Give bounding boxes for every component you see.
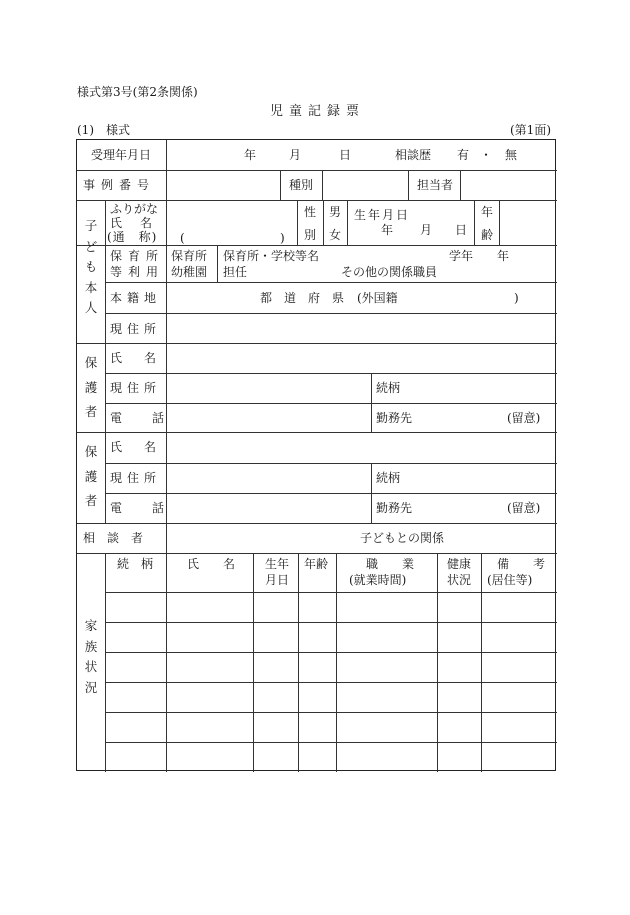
form-number: 様式第3号(第2条関係) [77, 85, 198, 99]
sex-male: 男 [329, 205, 342, 219]
row-line [77, 200, 557, 201]
col-line [297, 200, 298, 245]
foreign-paren-close: ) [514, 291, 519, 305]
child-address-label: 現住所 [110, 322, 162, 336]
col-line [460, 170, 461, 200]
col-line [323, 200, 324, 245]
col-line [217, 245, 218, 282]
col-line [481, 553, 482, 772]
guardian-2-note-label: (留意) [507, 501, 541, 515]
nursery-label-1: 保育所 [110, 249, 165, 263]
guardian-2-address-label: 現住所 [110, 471, 162, 485]
guardian-1-workplace-label: 勤務先 [376, 411, 413, 425]
family-col-age: 年齢 [304, 557, 329, 571]
guardian-2-group-label: 保 護 者 [84, 444, 98, 508]
consulter-label: 相 談 者 [83, 531, 144, 545]
row-line [105, 373, 557, 374]
col-line [347, 200, 348, 245]
history-no: 無 [505, 148, 518, 162]
school-name-label: 保育所・学校等名 [223, 249, 320, 263]
reception-day: 日 [339, 148, 352, 162]
family-col-health-2: 状況 [447, 573, 472, 587]
nursery-kind-1: 保育所 [171, 249, 208, 263]
guardian-2-phone-label: 電 話 [110, 501, 167, 515]
other-staff-label: その他の関係職員 [341, 265, 438, 279]
reception-date-label: 受理年月日 [91, 148, 152, 162]
history-separator: ・ [480, 148, 493, 162]
row-line [105, 493, 557, 494]
reception-year: 年 [244, 148, 257, 162]
staff-label: 担当者 [417, 178, 454, 192]
family-col-job-hours: (就業時間) [349, 573, 407, 587]
case-number-label: 事例番号 [83, 178, 156, 192]
row-line [105, 313, 557, 314]
col-line [437, 553, 438, 772]
row-line [105, 403, 557, 404]
row-line [105, 652, 557, 653]
guardian-1-group-label: 保 護 者 [84, 355, 98, 419]
nursery-kind-2: 幼稚園 [171, 265, 208, 279]
row-line [105, 712, 557, 713]
row-line [77, 553, 557, 554]
col-line [253, 553, 254, 772]
col-line [336, 553, 337, 772]
guardian-1-name-label: 氏 名 [110, 351, 162, 365]
child-alias-label: (通 称) [107, 230, 158, 244]
row-line [77, 245, 557, 246]
row-line [77, 343, 557, 344]
furigana-label: ふりがな [110, 202, 159, 216]
row-line [77, 523, 557, 524]
consulter-relation-label: 子どもとの関係 [360, 531, 445, 545]
guardian-1-note-label: (留意) [507, 411, 541, 425]
history-yes: 有 [457, 148, 470, 162]
page-title: 児童記録票 [270, 104, 366, 119]
child-name-label: 氏 名 [110, 216, 156, 230]
guardian-2-workplace-label: 勤務先 [376, 501, 413, 515]
row-line [77, 170, 557, 171]
alias-paren-close: ) [280, 231, 285, 245]
col-line [298, 553, 299, 772]
guardian-1-phone-label: 電 話 [110, 411, 167, 425]
prefecture-text: 都 道 府 県 [260, 291, 345, 305]
birth-year: 年 [381, 223, 394, 237]
row-line [77, 432, 557, 433]
nursery-label-2: 等利用 [110, 265, 165, 279]
domicile-label: 本籍地 [110, 291, 162, 305]
family-col-health-1: 健康 [447, 557, 472, 571]
row-line [105, 682, 557, 683]
school-grade-label: 学年 [449, 249, 474, 263]
family-col-remarks-sub: (居住等) [487, 573, 533, 587]
col-line [371, 463, 372, 523]
birth-day: 日 [455, 223, 468, 237]
consult-history-label: 相談歴 [395, 148, 432, 162]
reception-month: 月 [289, 148, 302, 162]
row-line [105, 282, 557, 283]
col-line [105, 553, 106, 772]
foreign-nationality: (外国籍 [357, 291, 398, 305]
record-form-table [76, 139, 556, 771]
guardian-1-address-label: 現住所 [110, 381, 162, 395]
guardian-2-name-label: 氏 名 [110, 440, 162, 454]
sex-female: 女 [329, 228, 342, 242]
guardian-1-relation-label: 続柄 [376, 381, 401, 395]
row-line [105, 622, 557, 623]
age-label-2: 齢 [481, 228, 494, 242]
school-year-label: 年 [497, 249, 510, 263]
col-line [408, 170, 409, 200]
col-line [499, 200, 500, 245]
page-indicator: (第1面) [510, 123, 551, 137]
section-label: (1) 様式 [77, 123, 130, 137]
family-col-birth-2: 月日 [265, 573, 290, 587]
family-col-birth-1: 生年 [265, 557, 290, 571]
col-line [166, 523, 167, 553]
row-line [105, 742, 557, 743]
col-line [371, 373, 372, 432]
row-line [105, 463, 557, 464]
col-line [280, 170, 281, 200]
birth-date-label: 生年月日 [354, 208, 411, 222]
sex-label-2: 別 [304, 228, 317, 242]
col-line [166, 140, 167, 553]
family-col-relation: 続 柄 [117, 557, 154, 571]
birth-month: 月 [420, 223, 433, 237]
row-line [105, 592, 557, 593]
guardian-2-relation-label: 続柄 [376, 471, 401, 485]
col-line [474, 200, 475, 245]
alias-paren-open: ( [180, 231, 185, 245]
col-line [322, 170, 323, 200]
child-group-label: 子 ど も 本 人 [84, 218, 98, 315]
family-col-remarks: 備 考 [497, 557, 546, 571]
family-col-job: 職 業 [366, 557, 415, 571]
family-col-name: 氏 名 [187, 557, 236, 571]
sex-label-1: 性 [304, 205, 317, 219]
teacher-label: 担任 [223, 265, 248, 279]
family-group-label: 家 族 状 況 [84, 618, 98, 695]
col-line [166, 553, 167, 772]
age-label-1: 年 [481, 205, 494, 219]
type-label: 種別 [289, 178, 314, 192]
col-line [105, 200, 106, 523]
